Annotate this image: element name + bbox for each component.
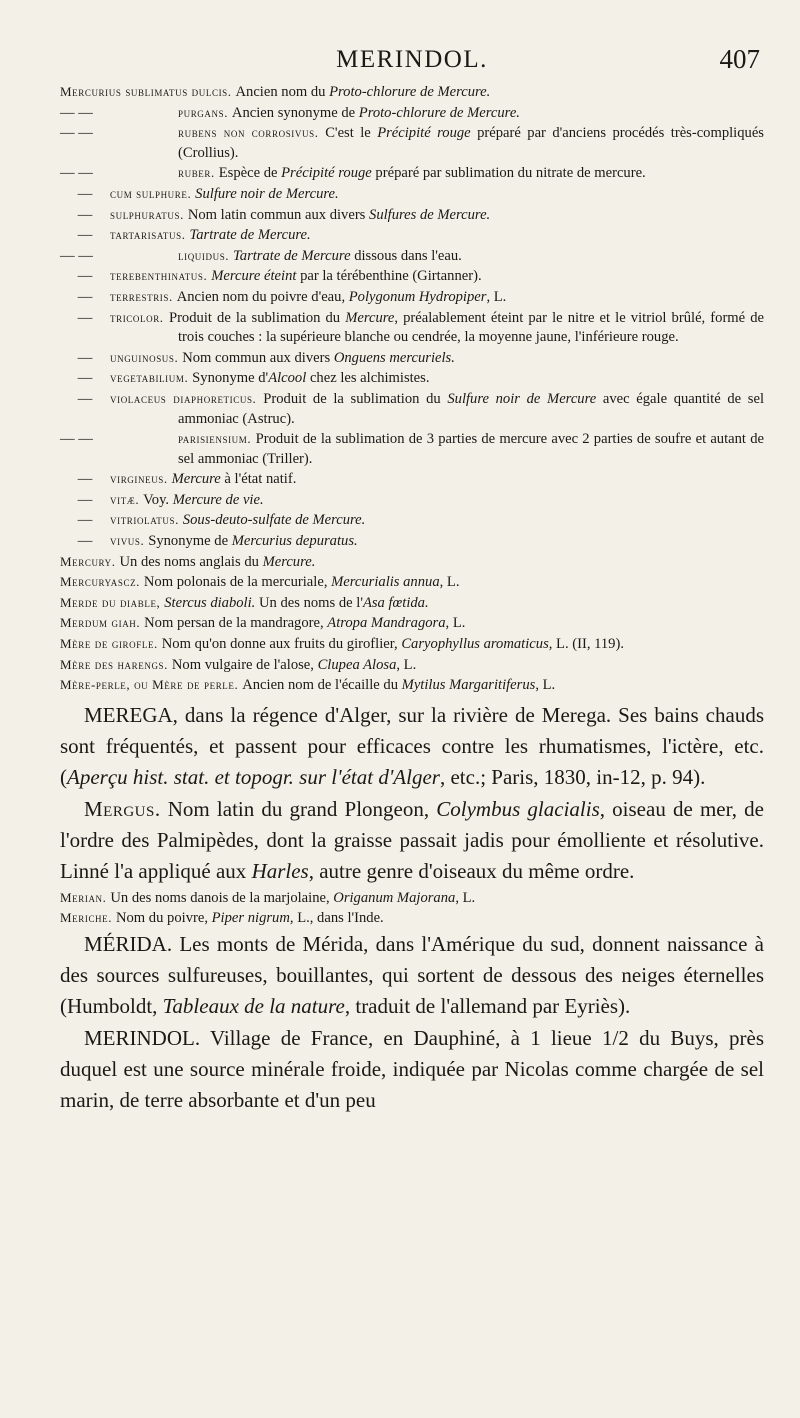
dictionary-entry	[60, 246, 764, 267]
ditto-dash: —	[77, 512, 93, 529]
article-merega: MEREGA, dans la régence d'Alger, sur la rivière de Merega. Ses bains chauds sont fréquentés, et passent pour efficaces contre les rhumatismes, l'ictère, etc. (Aperçu hist. stat. et topogr. sur l'état d'Alger, etc.; Paris, 1830, in-12, p. 94).	[60, 702, 764, 790]
entry-text: Un des noms de l'	[255, 594, 363, 611]
entry-italic: Précipité rouge	[281, 165, 372, 182]
entry-italic: Alcool	[268, 370, 307, 387]
entry-italic: Mercure	[171, 471, 221, 488]
entry-head: unguinosus.	[110, 349, 183, 365]
article-head: Mergus.	[84, 796, 161, 821]
entry-text: Nom du poivre,	[115, 910, 212, 927]
entry-head: liquidus.	[178, 247, 233, 263]
dictionary-entry	[60, 205, 764, 226]
entry-head: terrestris.	[110, 288, 177, 304]
entry-text: préparé par sublimation du nitrate de mercure.	[371, 165, 646, 182]
dictionary-entry	[60, 634, 764, 655]
entry-text: , L., dans l'Inde.	[289, 910, 384, 927]
article-merida: MÉRIDA. Les monts de Mérida, dans l'Amérique du sud, donnent naissance à des sources sulfureuses, bouillantes, qui sortent de dessous des neiges éternelles (Humboldt, Tableaux de la nature, traduit de l'allemand par Eyriès).	[60, 931, 764, 1019]
running-head	[60, 38, 764, 82]
entry-text: Nom polonais de la mercuriale,	[143, 574, 332, 591]
article-mergus: Mergus. Nom latin du grand Plongeon, Colymbus glacialis, oiseau de mer, de l'ordre des Palmipèdes, dont la graisse passait jadis pour émolliente et résolutive. Linné l'a appliqué aux Harles, autre genre d'oiseaux du même ordre.	[60, 796, 764, 884]
entry-italic: Mercurius depuratus.	[231, 533, 358, 550]
entry-head: vegetabilium.	[110, 370, 193, 386]
entry-text: , préalablement éteint par le nitre et le vitriol brûlé, formé de trois couches : la supérieure blanche ou cendrée, la moyenne jaune, l'inférieure rouge.	[178, 309, 764, 346]
entry-italic: Précipité rouge	[377, 125, 471, 142]
dictionary-entry	[60, 429, 764, 469]
dictionary-entry	[60, 184, 764, 205]
entry-head: Mère des harengs.	[60, 656, 172, 672]
entry-text: Un des noms anglais du	[119, 553, 263, 570]
ditto-dash: —	[77, 491, 93, 508]
article-head: MERINDOL.	[84, 1025, 201, 1050]
entry-italic: Mercure de vie.	[172, 491, 264, 508]
ditto-dash: —	[77, 309, 93, 326]
entry-head: Mère de girofle.	[60, 636, 162, 652]
entry-text: avec égale quantité de sel ammoniac (Astruc).	[178, 390, 765, 427]
entry-italic: Sous-deuto-sulfate de Mercure.	[182, 512, 366, 529]
entry-italic: Tartrate de Mercure	[233, 247, 351, 264]
ditto-dash: —	[77, 288, 93, 305]
entry-text: Ancien nom de l'écaille du	[242, 677, 402, 694]
ditto-dash: —	[77, 370, 93, 387]
dictionary-entry	[60, 675, 764, 696]
entry-text: Produit de la sublimation de 3 parties de mercure avec 2 parties de soufre et autant de sel ammoniac (Triller).	[178, 431, 764, 467]
entry-text: , L.	[455, 889, 476, 906]
entry-text: , L.	[445, 615, 466, 632]
entry-text: chez les alchimistes.	[306, 370, 430, 387]
entry-text: dissous dans l'eau.	[350, 247, 462, 264]
entry-text: Synonyme de	[148, 533, 232, 550]
entry-text: , L.	[439, 574, 460, 591]
dictionary-entry	[60, 593, 764, 614]
entry-text: Nom qu'on donne aux fruits du giroflier,	[161, 636, 402, 653]
entry-head: violaceus diaphoreticus.	[110, 390, 264, 406]
entry-italic: Mercure éteint	[211, 268, 297, 285]
entry-italic: Origanum Majorana	[333, 889, 456, 906]
dictionary-entry	[60, 225, 764, 246]
dictionary-entry	[60, 389, 764, 429]
entry-text: , L. (II, 119).	[548, 636, 624, 653]
entry-text: Ancien synonyme de	[231, 104, 359, 121]
entry-head: tricolor.	[110, 309, 169, 325]
entry-head: tartarisatus.	[110, 227, 190, 243]
dictionary-entry	[60, 908, 764, 929]
entry-head: ruber.	[178, 165, 219, 181]
dictionary-entry	[60, 123, 764, 163]
entry-italic: Sulfure noir de Mercure	[447, 390, 597, 407]
entry-text: Nom commun aux divers	[182, 349, 334, 366]
entry-text: Voy.	[143, 491, 173, 508]
entry-head: Merde du diable,	[60, 594, 165, 610]
entry-head: purgans.	[178, 104, 232, 120]
entry-italic: Sulfures de Mercure.	[369, 206, 491, 223]
page-number: 407	[719, 44, 760, 74]
dictionary-entry	[60, 287, 764, 308]
dictionary-entry	[60, 348, 764, 369]
ditto-dash: —	[77, 349, 93, 366]
entry-list	[60, 82, 764, 696]
dictionary-entry	[60, 266, 764, 287]
entry-list-2	[60, 888, 764, 929]
entry-text: à l'état natif.	[220, 471, 297, 488]
ditto-dash: —	[77, 390, 93, 407]
dictionary-entry	[60, 103, 764, 124]
dictionary-entry	[60, 163, 764, 184]
entry-head: terebenthinatus.	[110, 268, 212, 284]
dictionary-entry	[60, 552, 764, 573]
entry-text: Produit de la sublimation du	[263, 390, 448, 407]
entry-text: Synonyme d'	[192, 370, 269, 387]
entry-text: Nom vulgaire de l'alose,	[171, 656, 318, 673]
entry-italic: Proto-chlorure de Mercure.	[358, 104, 520, 121]
entry-text: Nom persan de la mandragore,	[144, 615, 328, 632]
dictionary-entry	[60, 368, 764, 389]
entry-text: Ancien nom du poivre d'eau,	[176, 288, 349, 305]
article-head: MEREGA	[84, 702, 173, 727]
entry-text: Un des noms danois de la marjolaine,	[110, 889, 334, 906]
entry-italic: Proto-chlorure de Mercure.	[329, 84, 491, 100]
ditto-dash: — —	[60, 431, 93, 448]
entry-italic: Polygonum Hydropiper	[348, 288, 487, 305]
entry-text: , L.	[396, 656, 417, 673]
entry-head: vitæ.	[110, 491, 144, 507]
entry-italic: Mercure	[345, 309, 395, 326]
entry-italic: Mercurialis annua	[331, 574, 440, 591]
entry-head: virgineus.	[110, 471, 172, 487]
entry-head: cum sulphure.	[110, 185, 196, 201]
ditto-dash: — —	[60, 125, 93, 142]
entry-italic: Caryophyllus aromaticus	[401, 636, 549, 653]
entry-italic: Sulfure noir de Mercure.	[195, 185, 339, 202]
entry-italic: Atropa Mandragora	[327, 615, 446, 632]
entry-italic: Onguens mercuriels.	[333, 349, 455, 366]
dictionary-entry	[60, 531, 764, 552]
entry-text: , L.	[486, 288, 507, 305]
entry-italic: Mytilus Margaritiferus	[401, 677, 536, 694]
ditto-dash: —	[77, 268, 93, 285]
dictionary-entry	[60, 510, 764, 531]
entry-text: Ancien nom du	[235, 84, 330, 100]
entry-head: Mère-perle, ou Mère de perle.	[60, 677, 243, 693]
dictionary-entry	[60, 308, 764, 348]
entry-text: Nom latin commun aux divers	[187, 206, 370, 223]
article-head: MÉRIDA.	[84, 931, 173, 956]
ditto-dash: —	[77, 206, 93, 223]
ditto-dash: —	[77, 533, 93, 550]
entry-head: vivus.	[110, 533, 149, 549]
entry-italic: Tartrate de Mercure.	[189, 227, 311, 244]
ditto-dash: —	[77, 471, 93, 488]
entry-head: Merdum giah.	[60, 615, 145, 631]
ditto-dash: —	[77, 185, 93, 202]
entry-text: Produit de la sublimation du	[168, 309, 346, 326]
entry-italic: Asa fœtida.	[362, 594, 429, 611]
dictionary-entry	[60, 572, 764, 593]
entry-head: Meriche.	[60, 910, 116, 926]
entry-italic: Piper nigrum	[211, 910, 290, 927]
article-merindol: MERINDOL. Village de France, en Dauphiné, à 1 lieue 1/2 du Buys, près duquel est une source minérale froide, indiquée par Nicolas comme chargée de sel marin, de terre absorbante et d'un peu	[60, 1025, 764, 1113]
dictionary-entry	[60, 469, 764, 490]
entry-text: C'est le	[325, 125, 378, 142]
entry-italic: Stercus diaboli.	[164, 594, 256, 611]
entry-text: , L.	[535, 677, 556, 694]
ditto-dash: — —	[60, 247, 93, 264]
ditto-dash: — —	[60, 104, 93, 121]
dictionary-entry	[60, 655, 764, 676]
dictionary-entry	[60, 613, 764, 634]
entry-text: par la térébenthine (Girtanner).	[296, 268, 482, 285]
entry-head: Merian.	[60, 889, 111, 905]
dictionary-entry	[60, 888, 764, 909]
dictionary-entry	[60, 82, 764, 103]
entry-italic: Clupea Alosa	[317, 656, 397, 673]
dictionary-entry	[60, 490, 764, 511]
entry-text: préparé par d'anciens procédés très-compliqués (Crollius).	[178, 125, 764, 161]
ditto-dash: — —	[60, 165, 93, 182]
entry-head: Mercurius sublimatus dulcis.	[60, 84, 236, 99]
entry-head: sulphuratus.	[110, 206, 188, 222]
entry-head: parisiensium.	[178, 431, 256, 447]
entry-head: Mercury.	[60, 553, 120, 569]
entry-head: vitriolatus.	[110, 512, 183, 528]
entry-head: Mercuryascz.	[60, 574, 144, 590]
ditto-dash: —	[77, 227, 93, 244]
entry-text: Espèce de	[218, 165, 282, 182]
entry-italic: Mercure.	[262, 553, 316, 570]
entry-head: rubens non corrosivus.	[178, 125, 326, 141]
running-head-title: MERINDOL.	[336, 46, 488, 73]
